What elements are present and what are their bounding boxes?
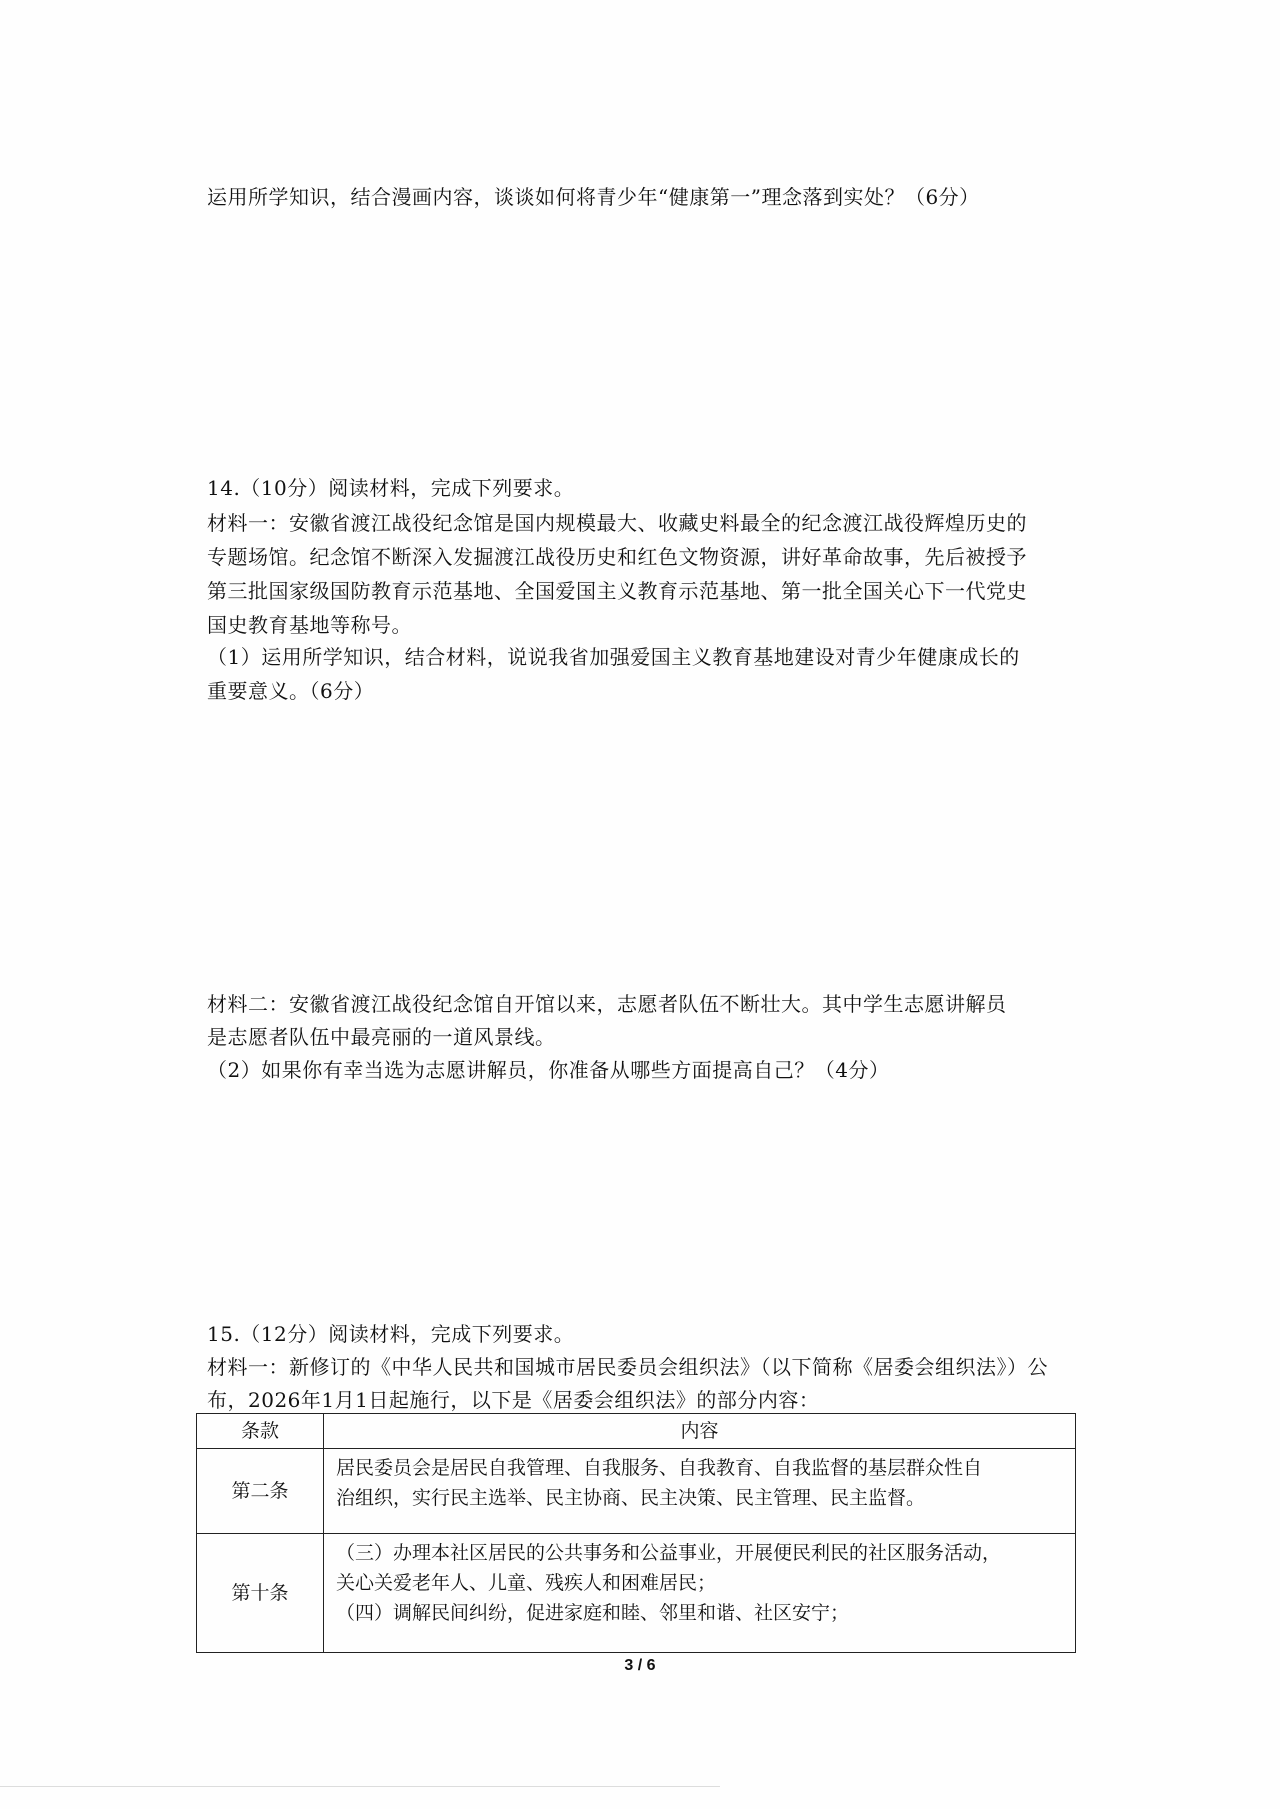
- q15-material1-line: 材料一：新修订的《中华人民共和国城市居民委员会组织法》（以下简称《居委会组织法》）公: [207, 1355, 1048, 1379]
- table-header-row: [197, 1414, 1076, 1449]
- q13-prompt: 运用所学知识，结合漫画内容，谈谈如何将青少年“健康第一”理念落到实处？（6分）: [207, 185, 980, 209]
- q14-material1-line: 专题场馆。纪念馆不断深入发掘渡江战役历史和红色文物资源，讲好革命故事，先后被授予: [207, 545, 1027, 569]
- q14-material1-line: 第三批国家级国防教育示范基地、全国爱国主义教育示范基地、第一批全国关心下一代党史: [207, 579, 1027, 603]
- q15-material1-line: 布，2026年1月1日起施行，以下是《居委会组织法》的部分内容：: [207, 1388, 820, 1412]
- table-row: [197, 1534, 1076, 1653]
- content-line: （三）办理本社区居民的公共事务和公益事业，开展便民利民的社区服务活动，: [336, 1542, 1002, 1564]
- table-header-content: 内容: [324, 1414, 1076, 1449]
- scan-edge-divider: [0, 1786, 720, 1787]
- q14-material2-line: 材料二：安徽省渡江战役纪念馆自开馆以来，志愿者队伍不断壮大。其中学生志愿讲解员: [207, 992, 1007, 1016]
- content-line: （四）调解民间纠纷，促进家庭和睦、邻里和谐、社区安宁；: [336, 1602, 850, 1624]
- page-number: 3 / 6: [624, 1657, 656, 1674]
- q14-material1-line: 国史教育基地等称号。: [207, 613, 412, 637]
- q14-sub1-line: 重要意义。（6分）: [207, 679, 375, 703]
- q14-material1-line: 材料一：安徽省渡江战役纪念馆是国内规模最大、收藏史料最全的纪念渡江战役辉煌历史的: [207, 511, 1027, 535]
- table-cell-clause: 第十条: [197, 1534, 324, 1653]
- content-line: 关心关爱老年人、儿童、残疾人和困难居民；: [336, 1572, 717, 1594]
- q14-material2-line: 是志愿者队伍中最亮丽的一道风景线。: [207, 1025, 556, 1049]
- law-excerpt-table: [196, 1413, 1076, 1653]
- table-row: [197, 1449, 1076, 1534]
- table-cell-content: [324, 1449, 1076, 1534]
- table-header-clause: 条款: [197, 1414, 324, 1449]
- table-cell-content: [324, 1534, 1076, 1653]
- table-cell-clause: 第二条: [197, 1449, 324, 1534]
- q15-title: 15.（12分）阅读材料，完成下列要求。: [207, 1322, 575, 1346]
- q14-sub1-line: （1）运用所学知识，结合材料，说说我省加强爱国主义教育基地建设对青少年健康成长的: [207, 645, 1020, 669]
- content-line: 治组织，实行民主选举、民主协商、民主决策、民主管理、民主监督。: [336, 1487, 926, 1509]
- q14-sub2: （2）如果你有幸当选为志愿讲解员，你准备从哪些方面提高自己？（4分）: [207, 1058, 890, 1082]
- content-line: 居民委员会是居民自我管理、自我服务、自我教育、自我监督的基层群众性自: [336, 1457, 983, 1479]
- q14-title: 14.（10分）阅读材料，完成下列要求。: [207, 476, 575, 500]
